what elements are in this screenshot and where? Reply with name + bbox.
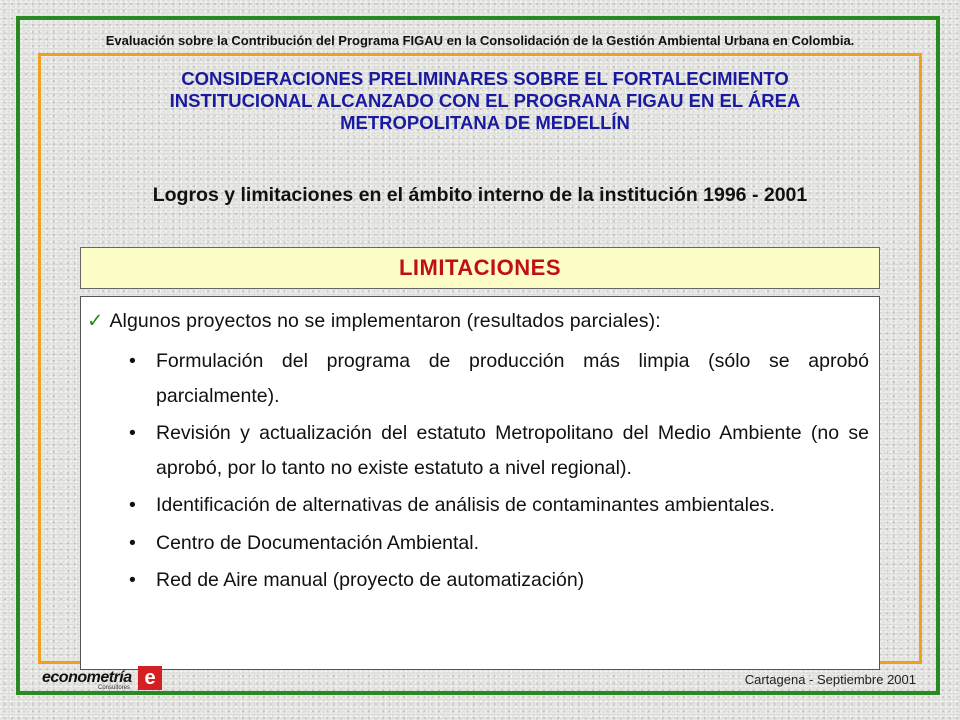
- list-item: [129, 344, 869, 413]
- check-item: [87, 309, 661, 333]
- content-box: [80, 296, 880, 670]
- title-line-3: METROPOLITANA DE MEDELLÍN: [340, 112, 630, 133]
- list-item-text: Centro de Documentación Ambiental.: [156, 531, 480, 554]
- logo-e-mark: e: [138, 666, 162, 690]
- list-item-text: Revisión y actualización del estatuto Metropolitano del Medio Ambiente (no se aprobó, por lo tanto no existe estatuto a nivel regional).: [156, 422, 869, 479]
- list-item-text: Red de Aire manual (proyecto de automatización): [156, 569, 585, 591]
- header-text: Evaluación sobre la Contribución del Programa FIGAU en la Consolidación de la Gestión Ambiental Urbana en Colombia.: [105, 33, 855, 48]
- checkmark-icon: ✓: [87, 310, 104, 332]
- page-title: [70, 68, 900, 134]
- bullet-icon: •: [129, 422, 136, 444]
- list-item-text: Identificación de alternativas de análisis de contaminantes ambientales.: [156, 494, 775, 516]
- econometria-logo: [42, 666, 172, 692]
- title-line-1: CONSIDERACIONES PRELIMINARES SOBRE EL FORTALECIMIENTO: [181, 68, 789, 89]
- list-item: [129, 488, 869, 523]
- title-line-2: INSTITUCIONAL ALCANZADO CON EL PROGRANA FIGAU EN EL ÁREA: [169, 90, 801, 111]
- list-item: [129, 563, 869, 598]
- section-header-box: [80, 247, 880, 289]
- logo-wordmark: econometría: [42, 669, 132, 686]
- section-title: LIMITACIONES: [398, 255, 562, 280]
- list-item: [129, 526, 869, 561]
- bullet-icon: •: [129, 569, 136, 591]
- bullet-icon: •: [129, 494, 136, 516]
- bullet-icon: •: [129, 531, 136, 554]
- bullet-icon: •: [129, 350, 136, 372]
- list-item-text: Formulación del programa de producción más limpia (sólo se aprobó parcialmente).: [156, 350, 869, 407]
- list-item: [129, 416, 869, 485]
- logo-subtext: Consultores: [98, 685, 131, 691]
- subtitle: Logros y limitaciones en el ámbito interno de la institución 1996 - 2001: [152, 184, 808, 206]
- check-item-text: Algunos proyectos no se implementaron (resultados parciales):: [109, 310, 661, 332]
- bullet-list: [129, 344, 869, 601]
- footer-text: Cartagena - Septiembre 2001: [744, 672, 916, 687]
